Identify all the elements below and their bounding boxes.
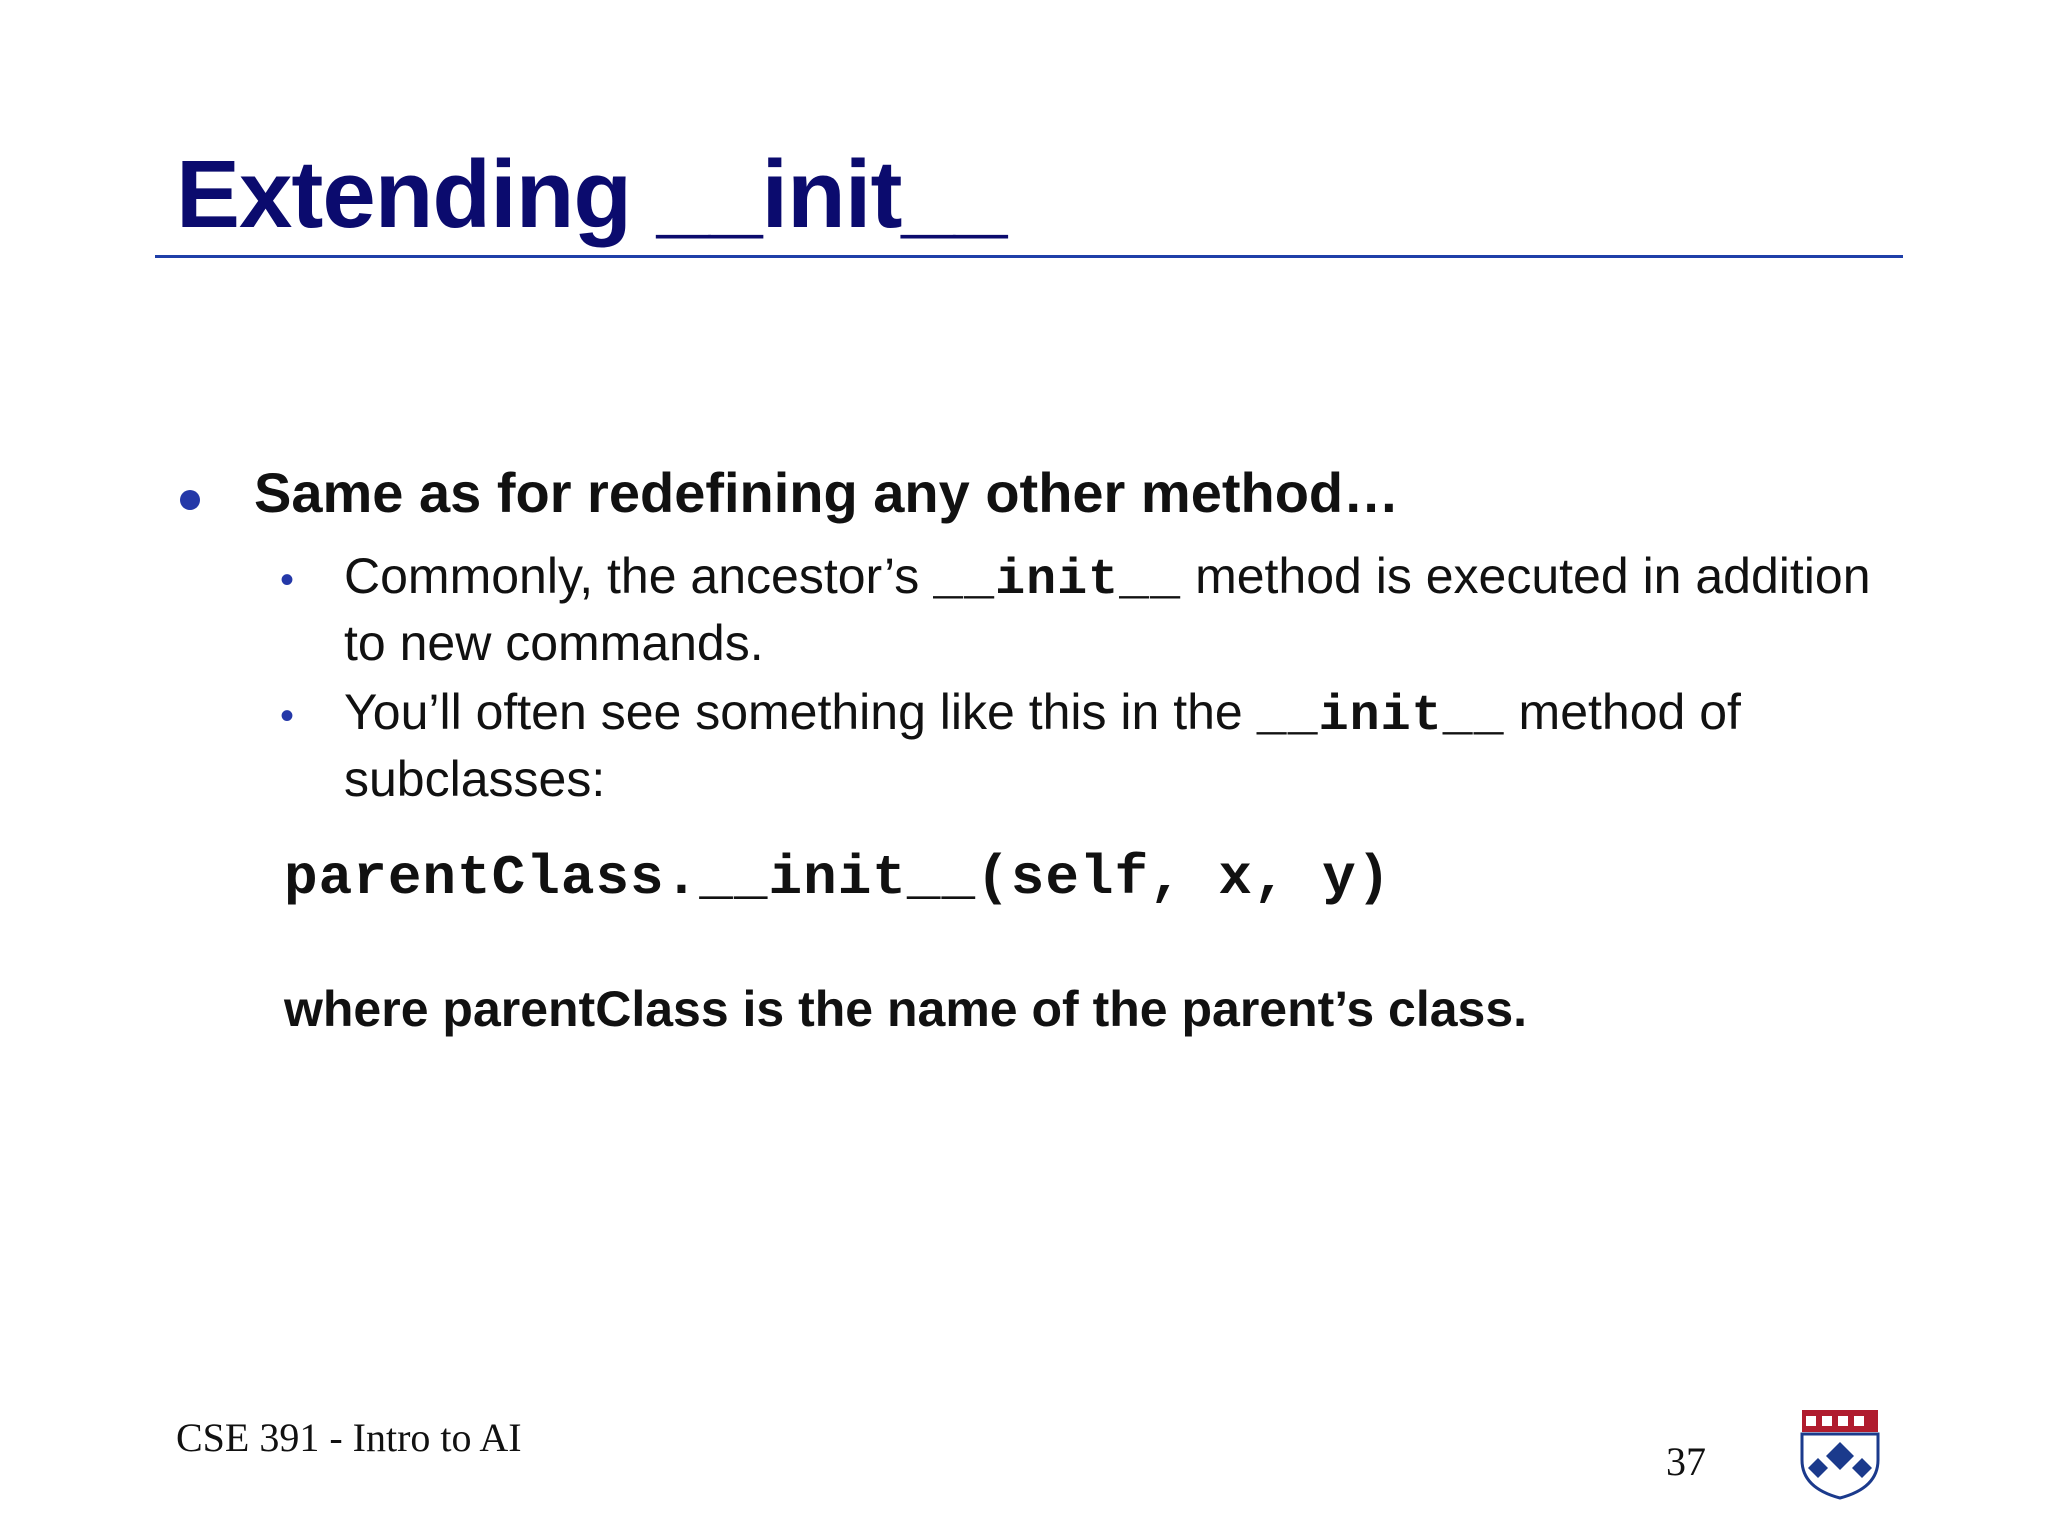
- sub-bullet-2-code: __init__: [1256, 688, 1505, 745]
- main-bullet-text: Same as for redefining any other method…: [254, 461, 1400, 524]
- slide-title: Extending __init__: [176, 141, 1007, 248]
- sub-bullet-2-before: You’ll often see something like this in the: [344, 684, 1257, 740]
- title-divider: [155, 255, 1903, 258]
- sub-bullet-1-after: method is executed in addition to new commands.: [344, 548, 1871, 671]
- code-example: parentClass.__init__(self, x, y): [284, 846, 1392, 910]
- code-explanation: where parentClass is the name of the parent’s class.: [284, 981, 1528, 1037]
- page-number: 37: [1666, 1439, 1706, 1484]
- sub-bullet-1-before: Commonly, the ancestor’s: [344, 548, 934, 604]
- sub-bullet-1: [280, 545, 1884, 674]
- university-shield-icon: [1800, 1408, 1880, 1500]
- sub-bullet-dot-icon: •: [280, 558, 295, 602]
- sub-bullet-2-after: method of subclasses:: [344, 684, 1741, 807]
- sub-bullet-dot-icon: •: [280, 694, 295, 738]
- footer-course-label: CSE 391 - Intro to AI: [176, 1415, 522, 1460]
- sub-bullet-2: [280, 681, 1884, 810]
- sub-bullet-1-code: __init__: [933, 552, 1182, 609]
- bullet-dot-icon: [180, 490, 200, 510]
